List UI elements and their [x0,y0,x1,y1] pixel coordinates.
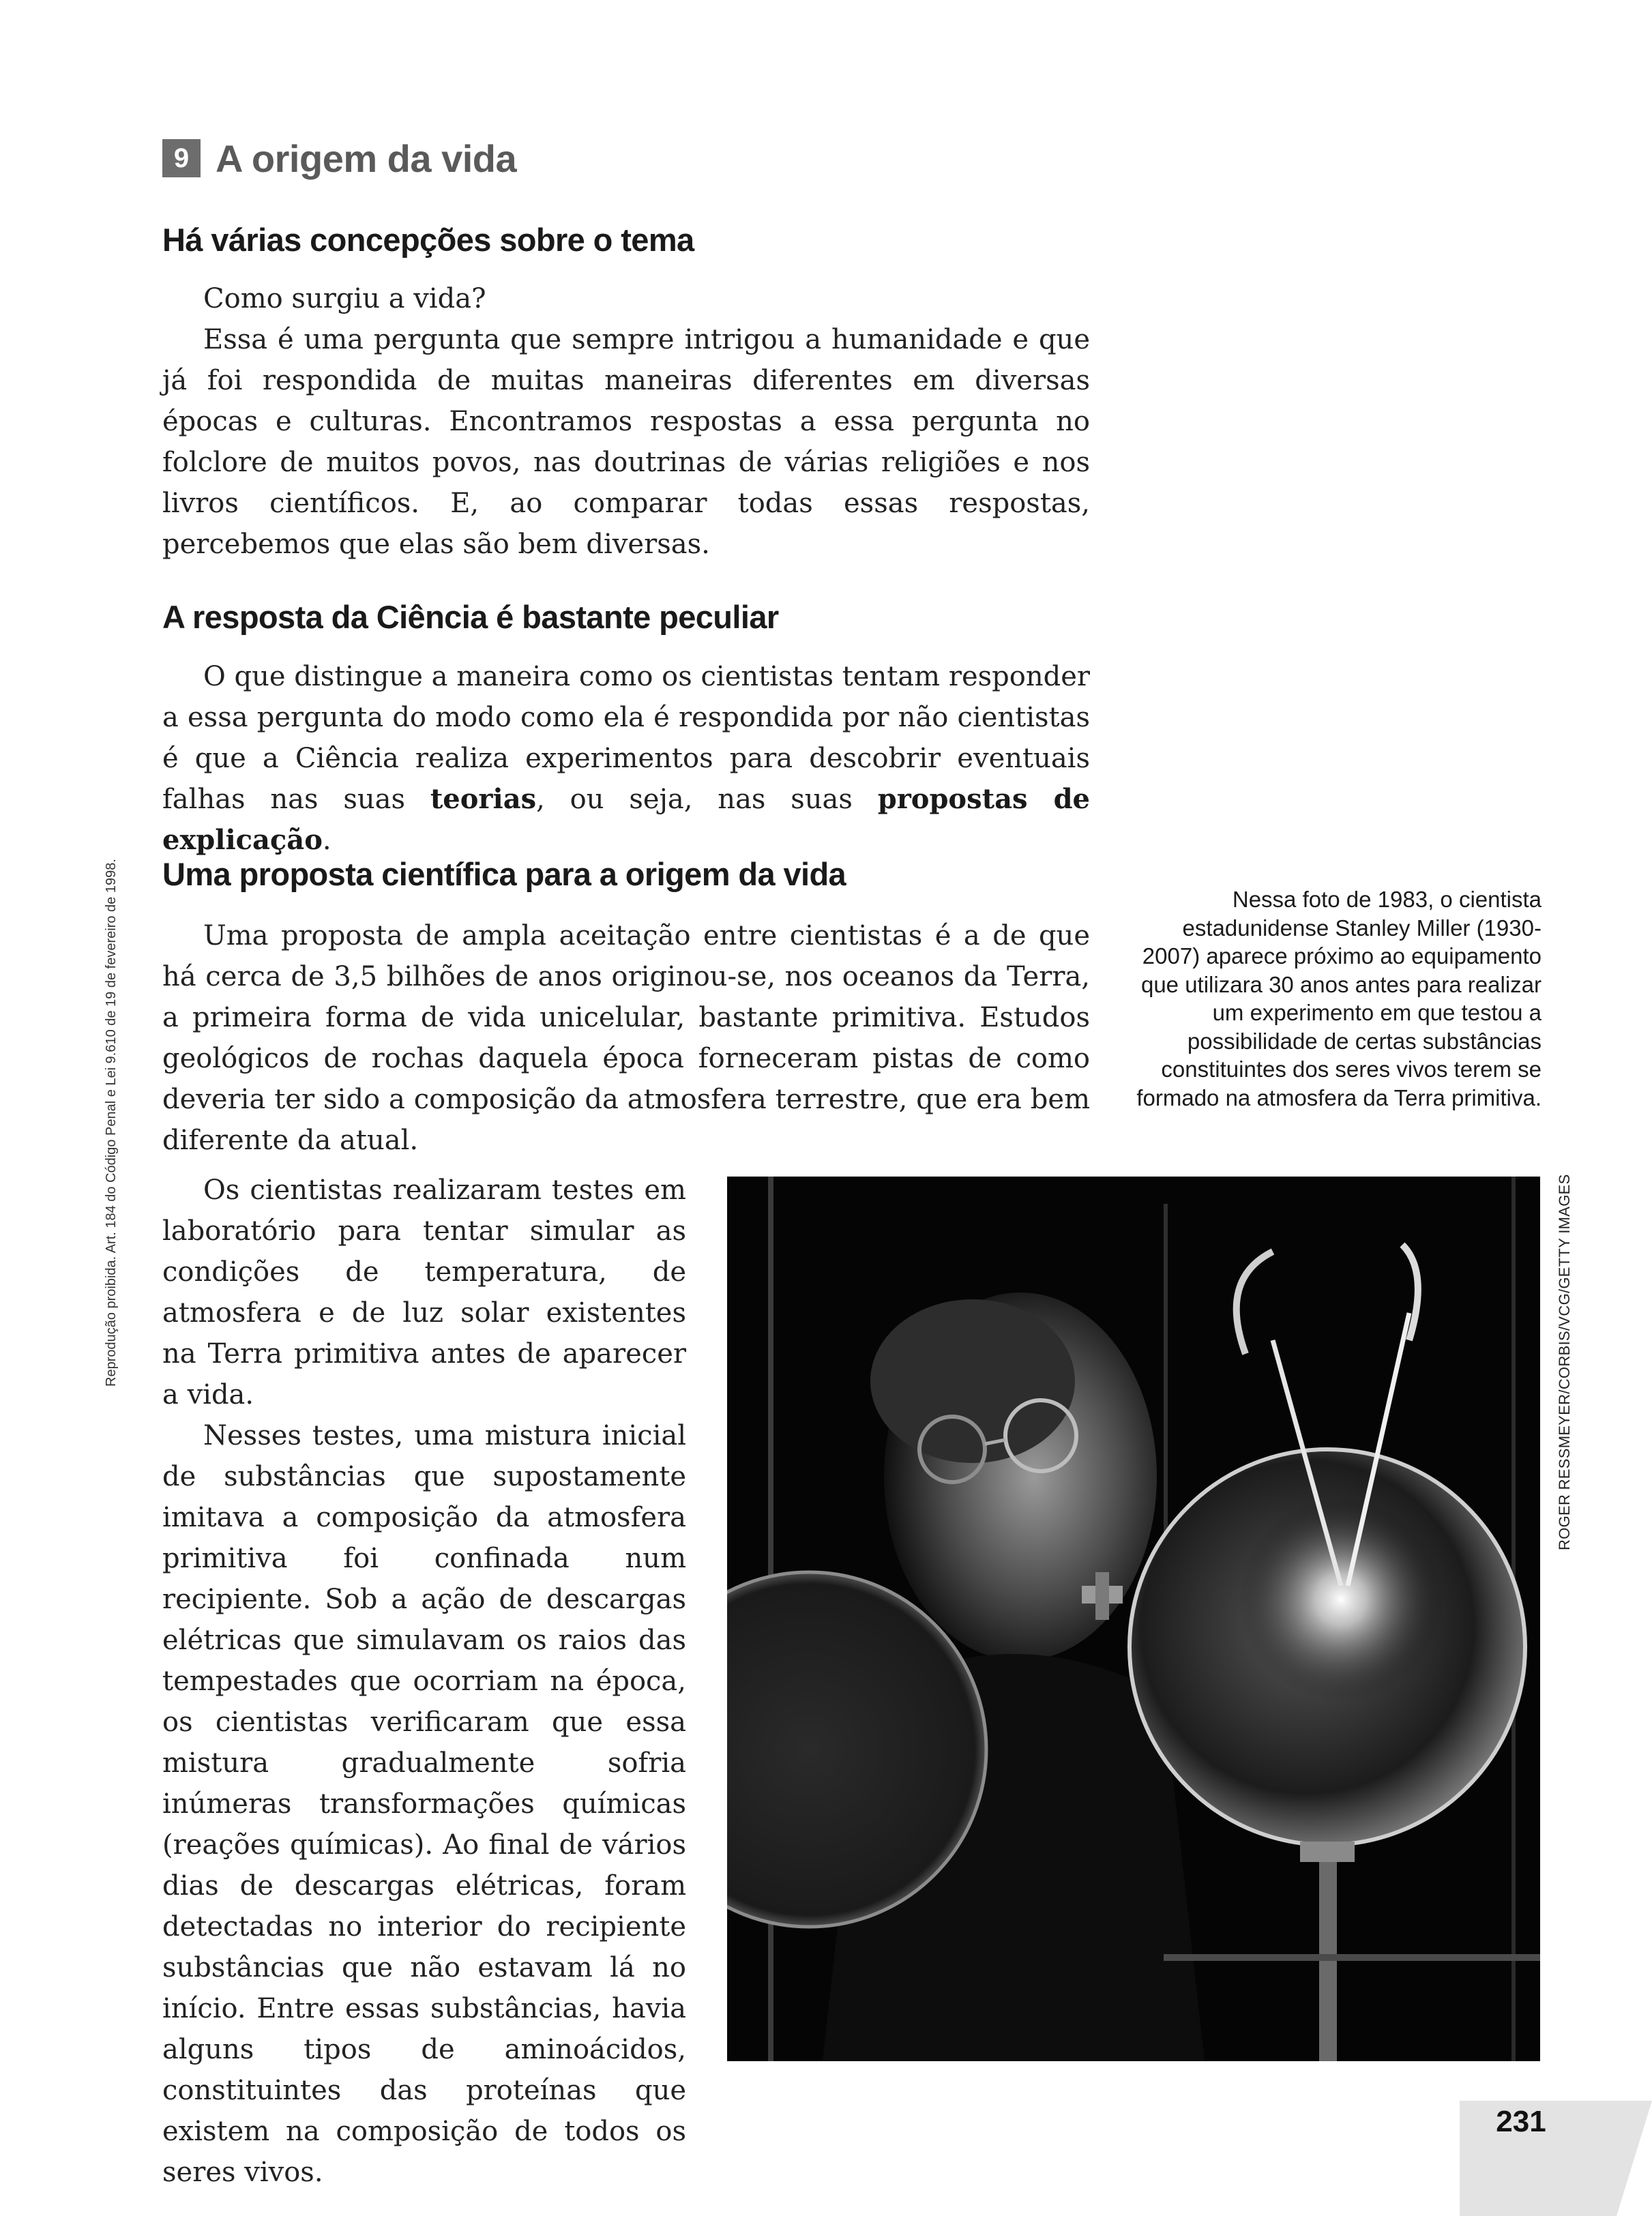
section-number-badge: 9 [162,139,201,177]
photo-illustration [727,1177,1540,2061]
section-2-text [162,656,1090,861]
bold-term-teorias: teorias [430,783,537,815]
bold-term-propostas: propostas de explicação [162,783,1090,856]
paragraph: Uma proposta de ampla aceitação entre cientistas é a de que há cerca de 3,5 bilhões de anos originou-se, nos oceanos da Terra, a primeira forma de vida unicelular, bastante primitiva. Estudos geológicos de rochas daquela época forneceram pistas de como deveria ter sido a composição da atmosfera terrestre, que era bem diferente da atual. [162,920,1090,1156]
paragraph: Como surgiu a vida? [203,283,486,314]
section-title-text: A origem da vida [216,136,517,180]
section-3-column [162,1170,686,2193]
paragraph: Nesses testes, uma mistura inicial de substâncias que supostamente imitava a composição da atmosfera primitiva foi confinada num recipiente. Sob a ação de descargas elétricas que simulavam os raios das tempestades que ocorriam na época, os cientistas verificaram que essa mistura gradualmente sofria inúmeras transformações químicas (reações químicas). Ao final de vários dias de descargas elétricas, foram detectadas no interior do recipiente substâncias que não estavam lá no início. Entre essas substâncias, havia alguns tipos de aminoácidos, constituintes das proteínas que existem na composição de todos os seres vivos. [162,1420,686,2188]
section-1-text [162,278,1090,565]
section-title [162,136,516,180]
paragraph: O que distingue a maneira como os cientistas tentam responder a essa pergunta do modo como ela é respondida por não cientistas é que a Ciência realiza experimentos para descobrir eventuais falhas nas suas teorias, ou seja, nas suas propostas de explicação. [162,661,1090,856]
photo-caption: Nessa foto de 1983, o cientista estadunidense Stanley Miller (1930-2007) aparece próximo ao equipamento que utilizara 30 anos antes para realizar um experimento em que testou a possibilidade de certas substâncias constituintes dos seres vivos terem se formado na atmosfera da Terra primitiva. [1136,887,1542,1110]
photo-credit: ROGER RESSMEYER/CORBIS/VCG/GETTY IMAGES [1556,1174,1573,1550]
page-number: 231 [1496,2105,1546,2138]
heading-resposta-ciencia: A resposta da Ciência é bastante peculiar [162,599,779,635]
paragraph: Os cientistas realizaram testes em laboratório para tentar simular as condições de temperatura, de atmosfera e de luz solar existentes na Terra primitiva antes de aparecer a vida. [162,1175,686,1410]
section-3-intro [162,915,1090,1161]
heading-varias-concepcoes: Há várias concepções sobre o tema [162,222,694,258]
heading-proposta-cientifica: Uma proposta científica para a origem da vida [162,856,846,892]
stanley-miller-photo [727,1177,1540,2061]
legal-notice: Reprodução proibida. Art. 184 do Código Penal e Lei 9.610 de 19 de fevereiro de 1998. [104,859,119,1387]
paragraph: Essa é uma pergunta que sempre intrigou a humanidade e que já foi respondida de muitas maneiras diferentes em diversas épocas e culturas. Encontramos respostas a essa pergunta no folclore de muitos povos, nas doutrinas de várias religiões e nos livros científicos. E, ao comparar todas essas respostas, percebemos que elas são bem diversas. [162,324,1090,560]
